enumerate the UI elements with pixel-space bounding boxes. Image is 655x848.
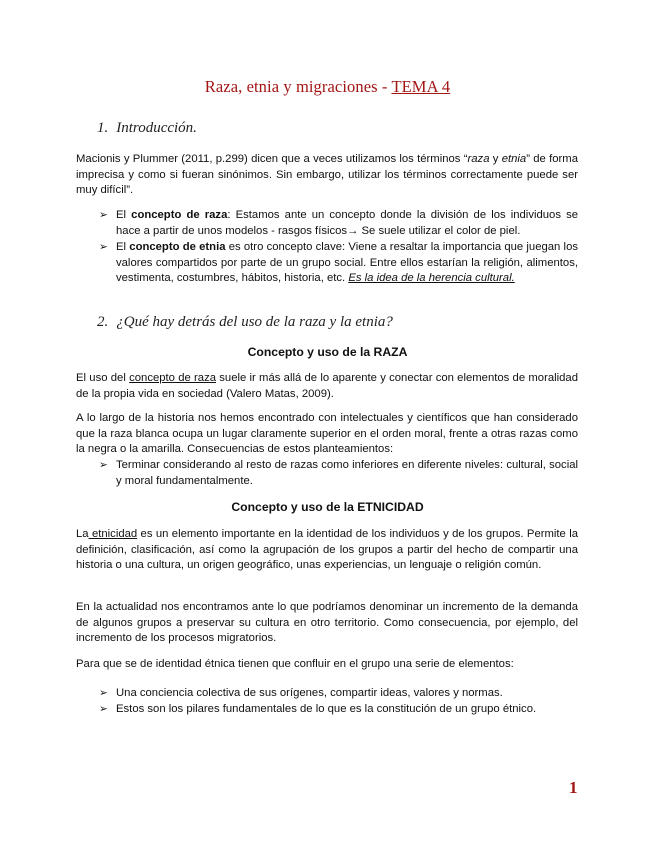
bullet-text: Una conciencia colectiva de sus orígenes, compartir ideas, valores y normas.	[116, 687, 503, 699]
bullet-term: concepto de raza	[131, 209, 228, 221]
underlined-term: concepto de raza	[129, 372, 217, 384]
etnicidad-paragraph-1	[76, 527, 578, 574]
arrowhead-bullet-icon: ➢	[99, 241, 108, 253]
subheading-raza: Concepto y uso de la RAZA	[247, 345, 408, 359]
para-text: La	[76, 528, 89, 540]
section-number: 2.	[97, 314, 109, 330]
bullet-term: concepto de etnia	[129, 241, 226, 253]
title-main: Raza, etnia y migraciones -	[204, 77, 392, 96]
section-title: Introducción.	[116, 120, 197, 136]
raza-paragraph-2: A lo largo de la historia nos hemos encontrado con intelectuales y científicos que han considerado que la raza blanca ocupa un lugar claramente superior en el orden moral, frente a otras razas como la negra o la amarilla. Consecuencias de estos planteamientos:	[76, 412, 578, 456]
page-number: 1	[569, 778, 578, 797]
intro-term-raza: raza	[467, 153, 490, 165]
bullet-emphasis: Es la idea de la herencia cultural.	[348, 272, 515, 285]
bullet-text: El	[116, 241, 130, 253]
section-title: ¿Qué hay detrás del uso de la raza y la etnia?	[116, 314, 393, 330]
subheading-etnicidad: Concepto y uso de la ETNICIDAD	[231, 500, 424, 514]
intro-term-etnia: etnia	[501, 153, 527, 165]
para-text: El uso del	[76, 372, 130, 384]
raza-paragraph-1	[76, 371, 578, 402]
list-item-concepto-raza	[99, 208, 578, 239]
bullet-text: es otro concepto clave: Viene a resaltar la importancia que juegan los valores compartidos por parte de un grupo social. Entre ellos estarían la religión, alimentos, vestimenta, costumbres, hábitos, historia, etc.	[116, 241, 578, 285]
bullet-text: Terminar considerando al resto de razas como inferiores en diferente niveles: cultural, social y moral fundamentalmente.	[116, 459, 578, 487]
arrowhead-bullet-icon: ➢	[99, 209, 108, 221]
intro-text-2: ” de forma imprecisa y como si fueran sinónimos. Sin embargo, utilizar los términos correctamente puede ser muy difícil”.	[76, 153, 578, 197]
intro-paragraph	[76, 152, 578, 199]
para-text: suele ir más allá de lo aparente y conectar con elementos de moralidad de la propia vida en sociedad (Valero Matas, 2009).	[76, 372, 578, 400]
intro-text-y: y	[489, 153, 502, 165]
para-text: es un elemento importante en la identidad de los individuos y de los grupos. Permite la definición, clasificación, así como la agrupación de los grupos a partir del hecho de compartir una historia o una cultura, un origen geográfico, unas experiencias, un lenguaje o religión común.	[76, 528, 578, 572]
bullet-text: El	[116, 209, 132, 221]
list-item-conciencia	[99, 686, 578, 702]
section-number: 1.	[97, 120, 109, 136]
underlined-term: etnicidad	[88, 528, 138, 540]
document-title	[0, 77, 655, 97]
title-tema: TEMA 4	[391, 77, 451, 96]
bullet-text: : Estamos ante un concepto donde la división de los individuos se hace a partir de unos modelos - rasgos físicos→ Se suele utilizar el color de piel.	[116, 209, 579, 237]
bullet-text: Estos son los pilares fundamentales de lo que es la constitución de un grupo étnico.	[116, 703, 537, 715]
arrowhead-bullet-icon: ➢	[99, 703, 108, 715]
arrowhead-bullet-icon: ➢	[99, 459, 108, 471]
etnicidad-paragraph-2: En la actualidad nos encontramos ante lo que podríamos denominar un incremento de la demanda de algunos grupos a preservar su cultura en otro territorio. Como consecuencia, por ejemplo, del incremento de los procesos migratorios.	[76, 601, 578, 645]
intro-text-1: Macionis y Plummer (2011, p.299) dicen que a veces utilizamos los términos “	[76, 153, 468, 165]
list-item-consecuencia	[99, 458, 578, 489]
arrowhead-bullet-icon: ➢	[99, 687, 108, 699]
etnicidad-paragraph-3: Para que se de identidad étnica tienen que confluir en el grupo una serie de elementos:	[76, 658, 514, 670]
section-heading-que-hay-detras	[97, 314, 393, 331]
list-item-concepto-etnia	[99, 240, 578, 287]
section-heading-introduccion	[97, 120, 197, 137]
list-item-pilares	[99, 702, 578, 718]
